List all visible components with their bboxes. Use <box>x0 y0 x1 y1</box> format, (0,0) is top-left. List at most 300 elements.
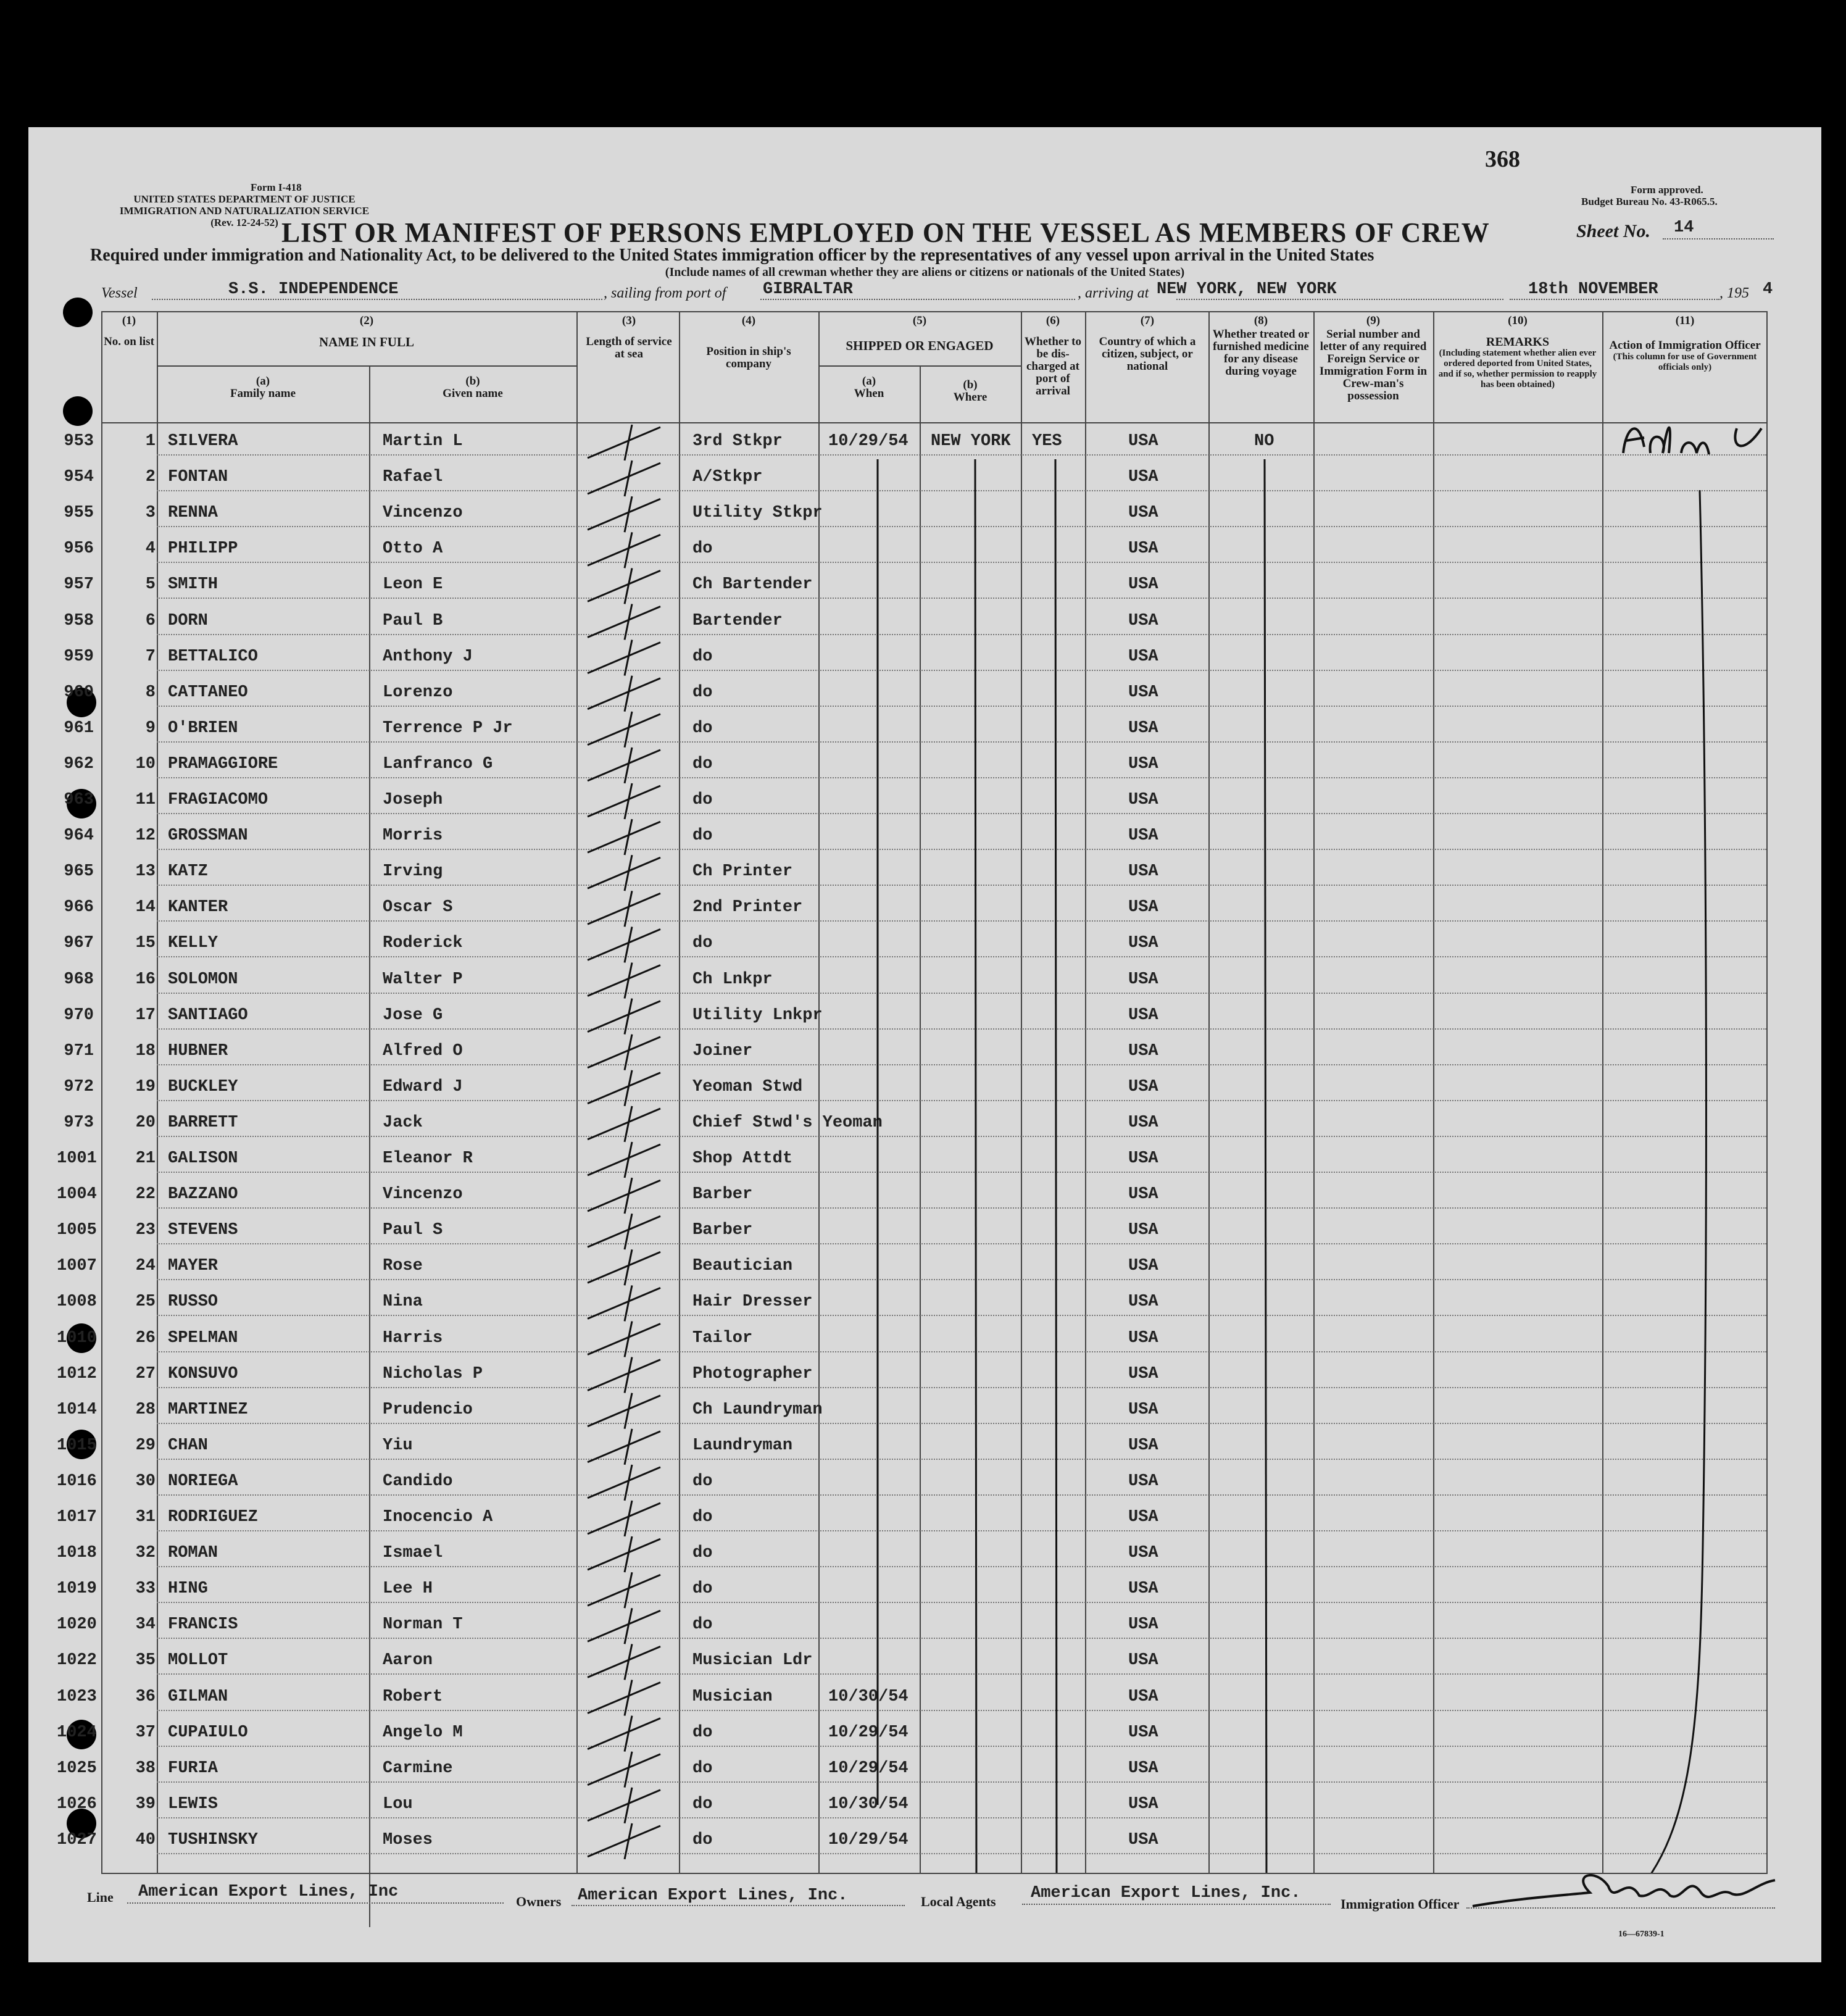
given-name-cell: Lanfranco G <box>383 754 493 773</box>
col3-title: Length of service at sea <box>586 335 672 360</box>
row-reference-number: 1007 <box>57 1257 97 1276</box>
family-name-cell: FONTAN <box>168 468 228 487</box>
family-name-cell: PHILIPP <box>168 539 238 559</box>
action-annotation-ink <box>1623 422 1768 454</box>
row-reference-number: 957 <box>64 575 94 594</box>
country-cell: USA <box>1128 1113 1158 1132</box>
col2a-title: Family name <box>230 387 296 400</box>
family-name-cell: STEVENS <box>168 1221 238 1240</box>
position-cell: Ch Lnkpr <box>692 970 773 989</box>
given-name-cell: Prudencio <box>383 1400 473 1419</box>
given-name-cell: Lee H <box>383 1580 433 1599</box>
family-name-cell: FURIA <box>168 1759 218 1778</box>
approval-block <box>1581 184 1718 207</box>
col9-title: Serial number and letter of any required Foreign Service or Immigration Form in Crew-man's possession <box>1319 328 1428 402</box>
family-name-cell: DORN <box>168 611 208 630</box>
family-name-cell: PRAMAGGIORE <box>168 754 278 773</box>
shipped-when-cell: 10/29/54 <box>828 1830 908 1849</box>
country-cell: USA <box>1128 1508 1158 1527</box>
row-reference-number: 954 <box>64 468 94 487</box>
row-line-number: 40 <box>135 1830 156 1849</box>
country-cell: USA <box>1128 1651 1158 1670</box>
row-reference-number: 956 <box>64 539 94 559</box>
family-name-cell: GALISON <box>168 1149 238 1168</box>
row-line-number: 18 <box>135 1041 156 1060</box>
row-reference-number: 968 <box>64 970 94 989</box>
position-cell: do <box>692 934 713 953</box>
country-cell: USA <box>1128 1149 1158 1168</box>
given-name-cell: Rafael <box>383 468 443 487</box>
col4-title: Position in ship's company <box>706 345 791 370</box>
sheet-no-line <box>1663 238 1774 240</box>
row-line-number: 8 <box>145 683 156 702</box>
position-cell: Bartender <box>692 611 783 630</box>
country-cell: USA <box>1128 1544 1158 1563</box>
row-line-number: 6 <box>145 611 156 630</box>
row-line-number: 27 <box>135 1364 156 1383</box>
family-name-cell: CATTANEO <box>168 683 248 702</box>
service-tick-mark <box>588 460 660 496</box>
col5b-number: (b) <box>963 378 978 391</box>
country-cell: USA <box>1128 791 1158 809</box>
country-cell: USA <box>1128 539 1158 559</box>
country-cell: USA <box>1128 1328 1158 1347</box>
given-name-cell: Joseph <box>383 791 443 809</box>
country-cell: USA <box>1128 934 1158 953</box>
service-tick-mark <box>588 1716 660 1752</box>
officer-label: Immigration Officer <box>1341 1896 1460 1912</box>
service-tick-mark <box>588 783 660 819</box>
given-name-cell: Angelo M <box>383 1723 463 1742</box>
family-name-cell: HING <box>168 1580 208 1599</box>
crew-table <box>57 311 1768 1873</box>
country-cell: USA <box>1128 575 1158 594</box>
line-dots <box>127 1902 504 1904</box>
country-cell: USA <box>1128 1580 1158 1599</box>
given-name-cell: Yiu <box>383 1436 413 1455</box>
row-line-number: 30 <box>135 1472 156 1491</box>
row-line-number: 15 <box>135 934 156 953</box>
country-cell: USA <box>1128 1400 1158 1419</box>
position-cell: do <box>692 754 713 773</box>
family-name-cell: KATZ <box>168 862 208 881</box>
country-cell: USA <box>1128 1077 1158 1096</box>
position-cell: do <box>692 1615 713 1635</box>
country-cell: USA <box>1128 1436 1158 1455</box>
service-name: IMMIGRATION AND NATURALIZATION SERVICE <box>119 205 370 217</box>
service-tick-mark <box>588 819 660 855</box>
position-cell: Shop Attdt <box>692 1149 793 1168</box>
position-cell: do <box>692 647 713 666</box>
row-line-number: 17 <box>135 1006 156 1025</box>
position-cell: Barber <box>692 1185 753 1204</box>
col6-title: Whether to be dis-charged at port of arrival <box>1025 335 1081 398</box>
given-name-cell: Harris <box>383 1328 443 1347</box>
service-tick-mark <box>588 1393 660 1429</box>
position-cell: Ch Laundryman <box>692 1400 823 1419</box>
col10-title: REMARKS <box>1486 335 1550 349</box>
row-reference-number: 962 <box>64 754 94 773</box>
service-tick-mark <box>588 568 660 604</box>
shipped-when-cell: 10/29/54 <box>828 1723 908 1742</box>
year-prefix: , 195 <box>1719 285 1749 301</box>
row-reference-number: 959 <box>64 647 94 666</box>
department-name: UNITED STATES DEPARTMENT OF JUSTICE <box>133 193 355 205</box>
col2-title: NAME IN FULL <box>318 335 414 349</box>
position-cell: Joiner <box>692 1041 753 1060</box>
row-line-number: 36 <box>135 1687 156 1706</box>
country-cell: USA <box>1128 1041 1158 1060</box>
service-tick-mark <box>588 425 660 460</box>
row-reference-number: 965 <box>64 862 94 881</box>
service-tick-mark <box>588 1680 660 1716</box>
service-tick-mark <box>588 640 660 676</box>
row-line-number: 39 <box>135 1794 156 1814</box>
col2b-number: (b) <box>465 375 480 388</box>
treated-cell: NO <box>1254 432 1274 451</box>
row-reference-number: 1016 <box>57 1472 97 1491</box>
row-line-number: 13 <box>135 862 156 881</box>
row-line-number: 26 <box>135 1328 156 1347</box>
row-line-number: 32 <box>135 1544 156 1563</box>
family-name-cell: MARTINEZ <box>168 1400 248 1419</box>
discharge-ditto-line <box>1055 459 1057 1873</box>
family-name-cell: ROMAN <box>168 1544 218 1563</box>
given-name-cell: Martin L <box>383 432 463 451</box>
country-cell: USA <box>1128 827 1158 846</box>
agents-company: American Export Lines, Inc. <box>1031 1884 1301 1902</box>
country-cell: USA <box>1128 1794 1158 1814</box>
col10-subtitle: (Including statement whether alien ever ordered deported from United States, and if so, whether permission to reapply has been obtained) <box>1438 348 1597 389</box>
service-tick-mark <box>588 999 660 1035</box>
action-ditto-line <box>1638 490 1706 1873</box>
country-cell: USA <box>1128 1364 1158 1383</box>
col4-number: (4) <box>741 314 756 327</box>
sheet-label: Sheet No. <box>1576 221 1650 241</box>
row-reference-number: 973 <box>64 1113 94 1132</box>
country-cell: USA <box>1128 1615 1158 1635</box>
position-cell: do <box>692 1472 713 1491</box>
budget-bureau-number: Budget Bureau No. 43-R065.5. <box>1581 196 1718 207</box>
given-name-cell: Walter P <box>383 970 463 989</box>
family-name-cell: KANTER <box>168 898 228 917</box>
sailing-port: GIBRALTAR <box>763 280 853 299</box>
country-cell: USA <box>1128 862 1158 881</box>
col8-title: Whether treated or furnished medicine for any disease during voyage <box>1212 328 1310 378</box>
given-name-cell: Otto A <box>383 539 443 559</box>
position-cell: do <box>692 539 713 559</box>
country-cell: USA <box>1128 1257 1158 1276</box>
family-name-cell: O'BRIEN <box>168 719 238 738</box>
position-cell: Laundryman <box>692 1436 793 1455</box>
form-id: Form I-418 <box>251 181 302 193</box>
row-reference-number: 1005 <box>57 1221 97 1240</box>
row-reference-number: 964 <box>64 827 94 846</box>
col5-title: SHIPPED OR ENGAGED <box>846 338 994 353</box>
row-reference-number: 972 <box>64 1077 94 1096</box>
given-name-cell: Terrence P Jr <box>383 719 513 738</box>
service-tick-mark <box>588 1357 660 1393</box>
page-number: 368 <box>1485 146 1520 172</box>
shipped-when-cell: 10/30/54 <box>828 1794 908 1814</box>
country-cell: USA <box>1128 898 1158 917</box>
row-line-number: 28 <box>135 1400 156 1419</box>
family-name-cell: KONSUVO <box>168 1364 238 1383</box>
col5a-title: When <box>854 387 884 400</box>
given-name-cell: Inocencio A <box>383 1508 493 1527</box>
family-name-cell: BAZZANO <box>168 1185 238 1204</box>
col5b-title: Where <box>953 391 987 404</box>
vessel-name: S.S. INDEPENDENCE <box>228 280 399 299</box>
col11-subtitle: (This column for use of Government officials only) <box>1613 352 1757 372</box>
country-cell: USA <box>1128 1687 1158 1706</box>
manifest-subtitle-note: (Include names of all crewman whether they are aliens or citizens or nationals of the United States) <box>665 265 1185 279</box>
country-cell: USA <box>1128 683 1158 702</box>
row-line-number: 10 <box>135 754 156 773</box>
country-cell: USA <box>1128 1221 1158 1240</box>
country-cell: USA <box>1128 611 1158 630</box>
service-tick-mark <box>588 927 660 962</box>
given-name-cell: Norman T <box>383 1615 463 1635</box>
service-tick-mark <box>588 1465 660 1501</box>
family-name-cell: SANTIAGO <box>168 1006 248 1025</box>
col5-number: (5) <box>912 314 927 327</box>
row-line-number: 16 <box>135 970 156 989</box>
family-name-cell: GILMAN <box>168 1687 228 1706</box>
print-code: 16—67839-1 <box>1618 1930 1665 1939</box>
row-line-number: 9 <box>145 719 156 738</box>
given-name-cell: Candido <box>383 1472 453 1491</box>
given-name-cell: Nicholas P <box>383 1364 483 1383</box>
family-name-cell: MOLLOT <box>168 1651 228 1670</box>
country-cell: USA <box>1128 1006 1158 1025</box>
country-cell: USA <box>1128 1293 1158 1312</box>
service-tick-mark <box>588 1070 660 1106</box>
agents-label: Local Agents <box>921 1894 996 1909</box>
col1-title: No. on list <box>104 335 154 348</box>
position-cell: do <box>692 1830 713 1849</box>
row-line-number: 3 <box>145 504 156 523</box>
position-cell: Beautician <box>692 1257 793 1276</box>
family-name-cell: SPELMAN <box>168 1328 238 1347</box>
row-line-number: 14 <box>135 898 156 917</box>
row-reference-number: 1025 <box>57 1759 97 1778</box>
row-line-number: 1 <box>145 432 156 451</box>
position-cell: Utility Stkpr <box>692 504 823 523</box>
service-tick-mark <box>588 1823 660 1859</box>
given-name-cell: Irving <box>383 862 443 881</box>
col7-title: Country of which a citizen, subject, or national <box>1099 335 1196 373</box>
service-tick-mark <box>588 1429 660 1465</box>
family-name-cell: FRANCIS <box>168 1615 238 1635</box>
handwriting-overlay <box>101 311 1768 1873</box>
position-cell: 3rd Stkpr <box>692 432 783 451</box>
row-reference-number: 1017 <box>57 1508 97 1527</box>
position-cell: do <box>692 1508 713 1527</box>
row-reference-number: 1027 <box>57 1830 97 1849</box>
family-name-cell: BARRETT <box>168 1113 238 1132</box>
country-cell: USA <box>1128 432 1158 451</box>
given-name-cell: Anthony J <box>383 647 473 666</box>
position-cell: do <box>692 1580 713 1599</box>
given-name-cell: Carmine <box>383 1759 453 1778</box>
row-line-number: 5 <box>145 575 156 594</box>
position-cell: 2nd Printer <box>692 898 803 917</box>
row-reference-number: 963 <box>64 791 94 809</box>
row-line-number: 23 <box>135 1221 156 1240</box>
position-cell: do <box>692 1794 713 1814</box>
service-tick-mark <box>588 712 660 748</box>
row-reference-number: 1008 <box>57 1293 97 1312</box>
row-reference-number: 1020 <box>57 1615 97 1635</box>
row-line-number: 4 <box>145 539 156 559</box>
service-tick-mark <box>588 1214 660 1249</box>
position-cell: Hair Dresser <box>692 1293 813 1312</box>
row-line-number: 29 <box>135 1436 156 1455</box>
family-name-cell: BETTALICO <box>168 647 258 666</box>
given-name-cell: Paul B <box>383 611 443 630</box>
col9-number: (9) <box>1366 314 1381 327</box>
country-cell: USA <box>1128 754 1158 773</box>
service-tick-mark <box>588 1788 660 1823</box>
row-reference-number: 1014 <box>57 1400 97 1419</box>
row-reference-number: 967 <box>64 934 94 953</box>
row-line-number: 20 <box>135 1113 156 1132</box>
family-name-cell: GROSSMAN <box>168 827 248 846</box>
given-name-cell: Oscar S <box>383 898 453 917</box>
owners-dots <box>572 1905 905 1906</box>
given-name-cell: Lou <box>383 1794 413 1814</box>
row-reference-number: 1024 <box>57 1723 97 1742</box>
service-tick-mark <box>588 1608 660 1644</box>
family-name-cell: HUBNER <box>168 1041 228 1060</box>
country-cell: USA <box>1128 1185 1158 1204</box>
given-name-cell: Leon E <box>383 575 443 594</box>
col6-number: (6) <box>1046 314 1060 327</box>
row-line-number: 38 <box>135 1759 156 1778</box>
service-tick-mark <box>588 963 660 999</box>
row-line-number: 7 <box>145 647 156 666</box>
position-cell: Tailor <box>692 1328 753 1347</box>
country-cell: USA <box>1128 647 1158 666</box>
country-cell: USA <box>1128 1472 1158 1491</box>
family-name-cell: SMITH <box>168 575 218 594</box>
row-line-number: 31 <box>135 1508 156 1527</box>
service-tick-mark <box>588 532 660 568</box>
row-reference-number: 1012 <box>57 1364 97 1383</box>
service-tick-mark <box>588 748 660 783</box>
position-cell: Musician <box>692 1687 773 1706</box>
punch-hole <box>63 298 93 327</box>
row-line-number: 19 <box>135 1077 156 1096</box>
row-reference-number: 1004 <box>57 1185 97 1204</box>
service-tick-mark <box>588 1501 660 1536</box>
date-line <box>1510 299 1719 300</box>
arriving-port: NEW YORK, NEW YORK <box>1157 280 1337 299</box>
row-reference-number: 1010 <box>57 1328 97 1347</box>
family-name-cell: FRAGIACOMO <box>168 791 268 809</box>
punch-hole <box>63 396 93 426</box>
service-tick-mark <box>588 1644 660 1680</box>
service-tick-mark <box>588 891 660 927</box>
col5a-number: (a) <box>862 375 876 388</box>
given-name-cell: Jack <box>383 1113 423 1132</box>
arrival-date: 18th NOVEMBER <box>1528 280 1658 299</box>
family-name-cell: RUSSO <box>168 1293 218 1312</box>
approval-text: Form approved. <box>1631 184 1703 196</box>
port-line <box>760 299 1075 300</box>
manifest-title: LIST OR MANIFEST OF PERSONS EMPLOYED ON THE VESSEL AS MEMBERS OF CREW <box>281 217 1490 248</box>
country-cell: USA <box>1128 970 1158 989</box>
position-cell: do <box>692 1544 713 1563</box>
family-name-cell: NORIEGA <box>168 1472 238 1491</box>
signature-stroke <box>1473 1875 1775 1906</box>
owners-company: American Export Lines, Inc. <box>578 1886 848 1905</box>
given-name-cell: Alfred O <box>383 1041 463 1060</box>
col11-number: (11) <box>1675 314 1695 327</box>
owners-label: Owners <box>516 1894 562 1909</box>
position-cell: do <box>692 683 713 702</box>
position-cell: do <box>692 827 713 846</box>
position-cell: do <box>692 1759 713 1778</box>
row-reference-number: 955 <box>64 504 94 523</box>
row-line-number: 33 <box>135 1580 156 1599</box>
agents-dots <box>1022 1904 1331 1905</box>
col2-number: (2) <box>359 314 374 327</box>
given-name-cell: Paul S <box>383 1221 443 1240</box>
sheet-number: 14 <box>1674 219 1694 237</box>
country-cell: USA <box>1128 1830 1158 1849</box>
family-name-cell: CHAN <box>168 1436 208 1455</box>
position-cell: Utility Lnkpr <box>692 1006 823 1025</box>
service-tick-mark <box>588 1035 660 1070</box>
service-tick-mark <box>588 1106 660 1142</box>
country-cell: USA <box>1128 1723 1158 1742</box>
row-line-number: 35 <box>135 1651 156 1670</box>
shipped-when-cell: 10/30/54 <box>828 1687 908 1706</box>
length-of-service-ticks <box>588 425 660 1859</box>
row-line-number: 25 <box>135 1293 156 1312</box>
col3-number: (3) <box>622 314 636 327</box>
col8-number: (8) <box>1254 314 1268 327</box>
given-name-cell: Lorenzo <box>383 683 453 702</box>
form-revision: (Rev. 12-24-52) <box>210 217 278 228</box>
position-cell: Ch Printer <box>692 862 793 881</box>
row-reference-number: 970 <box>64 1006 94 1025</box>
country-cell: USA <box>1128 719 1158 738</box>
service-tick-mark <box>588 1322 660 1357</box>
row-line-number: 12 <box>135 827 156 846</box>
manifest-sheet <box>28 127 1821 1962</box>
position-cell: Chief Stwd's Yeoman <box>692 1113 883 1132</box>
family-name-cell: KELLY <box>168 934 218 953</box>
position-cell: do <box>692 719 713 738</box>
row-line-number: 37 <box>135 1723 156 1742</box>
service-tick-mark <box>588 676 660 712</box>
row-line-number: 21 <box>135 1149 156 1168</box>
family-name-cell: BUCKLEY <box>168 1077 238 1096</box>
shipped-when-cell: 10/29/54 <box>828 432 908 451</box>
row-line-number: 24 <box>135 1257 156 1276</box>
country-cell: USA <box>1128 504 1158 523</box>
service-tick-mark <box>588 1249 660 1285</box>
row-reference-number: 966 <box>64 898 94 917</box>
col11-title: Action of Immigration Officer <box>1609 339 1761 352</box>
position-cell: Photographer <box>692 1364 813 1383</box>
manifest-subtitle: Required under immigration and Nationality Act, to be delivered to the United States immigration officer by the representatives of any vessel upon arrival in the United States <box>90 246 1374 265</box>
row-reference-number: 1019 <box>57 1580 97 1599</box>
row-line-number: 11 <box>135 791 156 809</box>
